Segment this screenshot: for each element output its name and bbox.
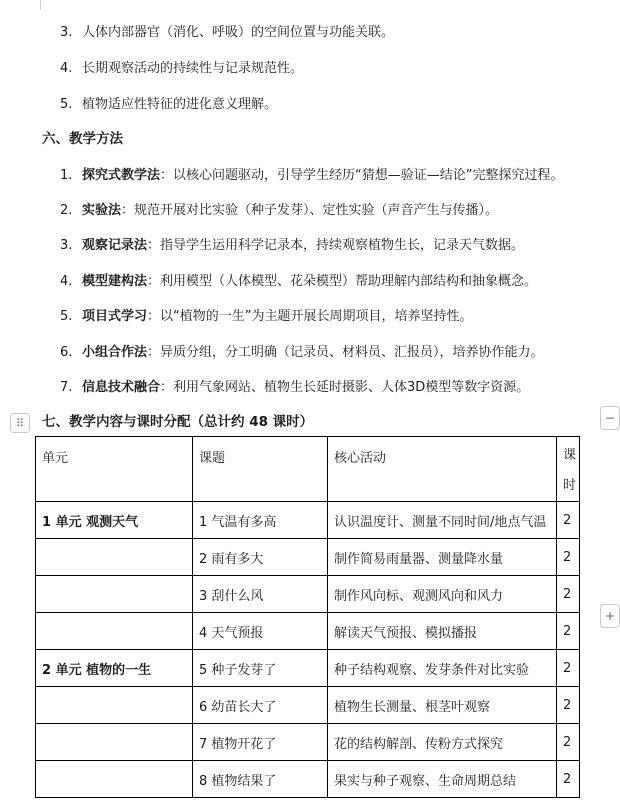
method-item-7: [60, 376, 529, 395]
cell-hours: 2: [557, 761, 580, 798]
cell-unit: [36, 539, 193, 576]
cell-unit: [36, 613, 193, 650]
cell-lesson: 5 种子发芽了: [193, 650, 328, 687]
table-row: [36, 539, 580, 576]
item-number: 1.: [60, 168, 73, 183]
method-name: 实验法: [82, 203, 122, 218]
cell-lesson: 8 植物结果了: [193, 761, 328, 798]
cell-unit: 1 单元 观测天气: [36, 502, 193, 539]
cell-lesson: 2 雨有多大: [193, 539, 328, 576]
method-desc: ：利用模型（人体模型、花朵模型）帮助理解内部结构和抽象概念。: [147, 274, 538, 289]
method-desc: ：指导学生运用科学记录本，持续观察植物生长，记录天气数据。: [147, 238, 525, 253]
cell-activity: 制作风向标、观测风向和风力: [328, 576, 557, 613]
method-desc: ：异质分组，分工明确（记录员、材料员、汇报员），培养协作能力。: [147, 345, 544, 360]
cell-activity: 解读天气预报、模拟播报: [328, 613, 557, 650]
cell-activity: 花的结构解剖、传粉方式探究: [328, 724, 557, 761]
objective-item-4: [60, 57, 303, 76]
objective-item-5: [60, 93, 277, 112]
item-number: 5.: [60, 309, 73, 324]
header-hours-line1: 课: [563, 448, 577, 463]
item-number: 6.: [60, 345, 73, 360]
table-row: [36, 687, 580, 724]
method-desc: ：以“植物的一生”为主题开展长周期项目，培养坚持性。: [147, 309, 473, 324]
cell-hours: 2: [557, 576, 580, 613]
section-heading-allocation: 七、教学内容与课时分配（总计约 48 课时）: [42, 414, 314, 430]
cell-lesson: 4 天气预报: [193, 613, 328, 650]
item-text: 长期观察活动的持续性与记录规范性。: [82, 61, 304, 76]
table-row: [36, 613, 580, 650]
cell-unit: [36, 687, 193, 724]
table-row: [36, 502, 580, 539]
collapse-icon[interactable]: −: [600, 406, 620, 430]
method-name: 探究式教学法: [82, 168, 161, 183]
table-row: [36, 724, 580, 761]
cell-lesson: 7 植物开花了: [193, 724, 328, 761]
cell-lesson: 6 幼苗长大了: [193, 687, 328, 724]
method-item-2: [60, 199, 498, 218]
item-number: 5.: [60, 97, 73, 112]
table-row: [36, 650, 580, 687]
cell-unit: [36, 576, 193, 613]
method-name: 观察记录法: [82, 238, 148, 253]
item-number: 2.: [60, 203, 73, 218]
method-name: 信息技术融合: [82, 380, 161, 395]
header-lesson: 课题: [193, 437, 328, 502]
objective-item-3: [60, 21, 394, 40]
drag-handle-icon[interactable]: ⠿: [10, 413, 30, 433]
cell-hours: 2: [557, 650, 580, 687]
cell-activity: 种子结构观察、发芽条件对比实验: [328, 650, 557, 687]
item-number: 3.: [60, 25, 73, 40]
header-hours: [557, 437, 580, 502]
cell-activity: 植物生长测量、根茎叶观察: [328, 687, 557, 724]
cell-activity: 果实与种子观察、生命周期总结: [328, 761, 557, 798]
cell-hours: 2: [557, 613, 580, 650]
cell-hours: 2: [557, 539, 580, 576]
header-unit: 单元: [36, 437, 193, 502]
header-hours-line2: 时: [563, 478, 577, 493]
item-text: 人体内部器官（消化、呼吸）的空间位置与功能关联。: [82, 25, 395, 40]
method-name: 小组合作法: [82, 345, 148, 360]
method-item-4: [60, 270, 537, 289]
cell-unit: 2 单元 植物的一生: [36, 650, 193, 687]
table-row: [36, 761, 580, 798]
allocation-table: [35, 436, 580, 798]
method-item-3: [60, 234, 524, 253]
cell-lesson: 3 刮什么风: [193, 576, 328, 613]
method-desc: ：规范开展对比实验（种子发芽）、定性实验（声音产生与传播）。: [121, 203, 499, 218]
page-margin-marker: [40, 0, 41, 10]
cell-hours: 2: [557, 687, 580, 724]
cell-lesson: 1 气温有多高: [193, 502, 328, 539]
header-activity: 核心活动: [328, 437, 557, 502]
method-name: 项目式学习: [82, 309, 148, 324]
method-item-5: [60, 305, 473, 324]
item-number: 4.: [60, 274, 73, 289]
method-desc: ：以核心问题驱动，引导学生经历“猜想—验证—结论”完整探究过程。: [160, 168, 564, 183]
cell-activity: 制作简易雨量器、测量降水量: [328, 539, 557, 576]
cell-unit: [36, 761, 193, 798]
section-heading-methods: 六、教学方法: [42, 131, 123, 147]
cell-hours: 2: [557, 724, 580, 761]
cell-activity: 认识温度计、测量不同时间/地点气温: [328, 502, 557, 539]
method-name: 模型建构法: [82, 274, 148, 289]
item-number: 7.: [60, 380, 73, 395]
cell-unit: [36, 724, 193, 761]
method-desc: ：利用气象网站、植物生长延时摄影、人体3D模型等数字资源。: [160, 380, 530, 395]
item-number: 4.: [60, 61, 73, 76]
cell-hours: 2: [557, 502, 580, 539]
table-row: [36, 576, 580, 613]
add-column-icon[interactable]: +: [600, 604, 620, 628]
item-number: 3.: [60, 238, 73, 253]
table-header-row: [36, 437, 580, 502]
method-item-6: [60, 341, 544, 360]
item-text: 植物适应性特征的进化意义理解。: [82, 97, 278, 112]
method-item-1: [60, 164, 564, 183]
